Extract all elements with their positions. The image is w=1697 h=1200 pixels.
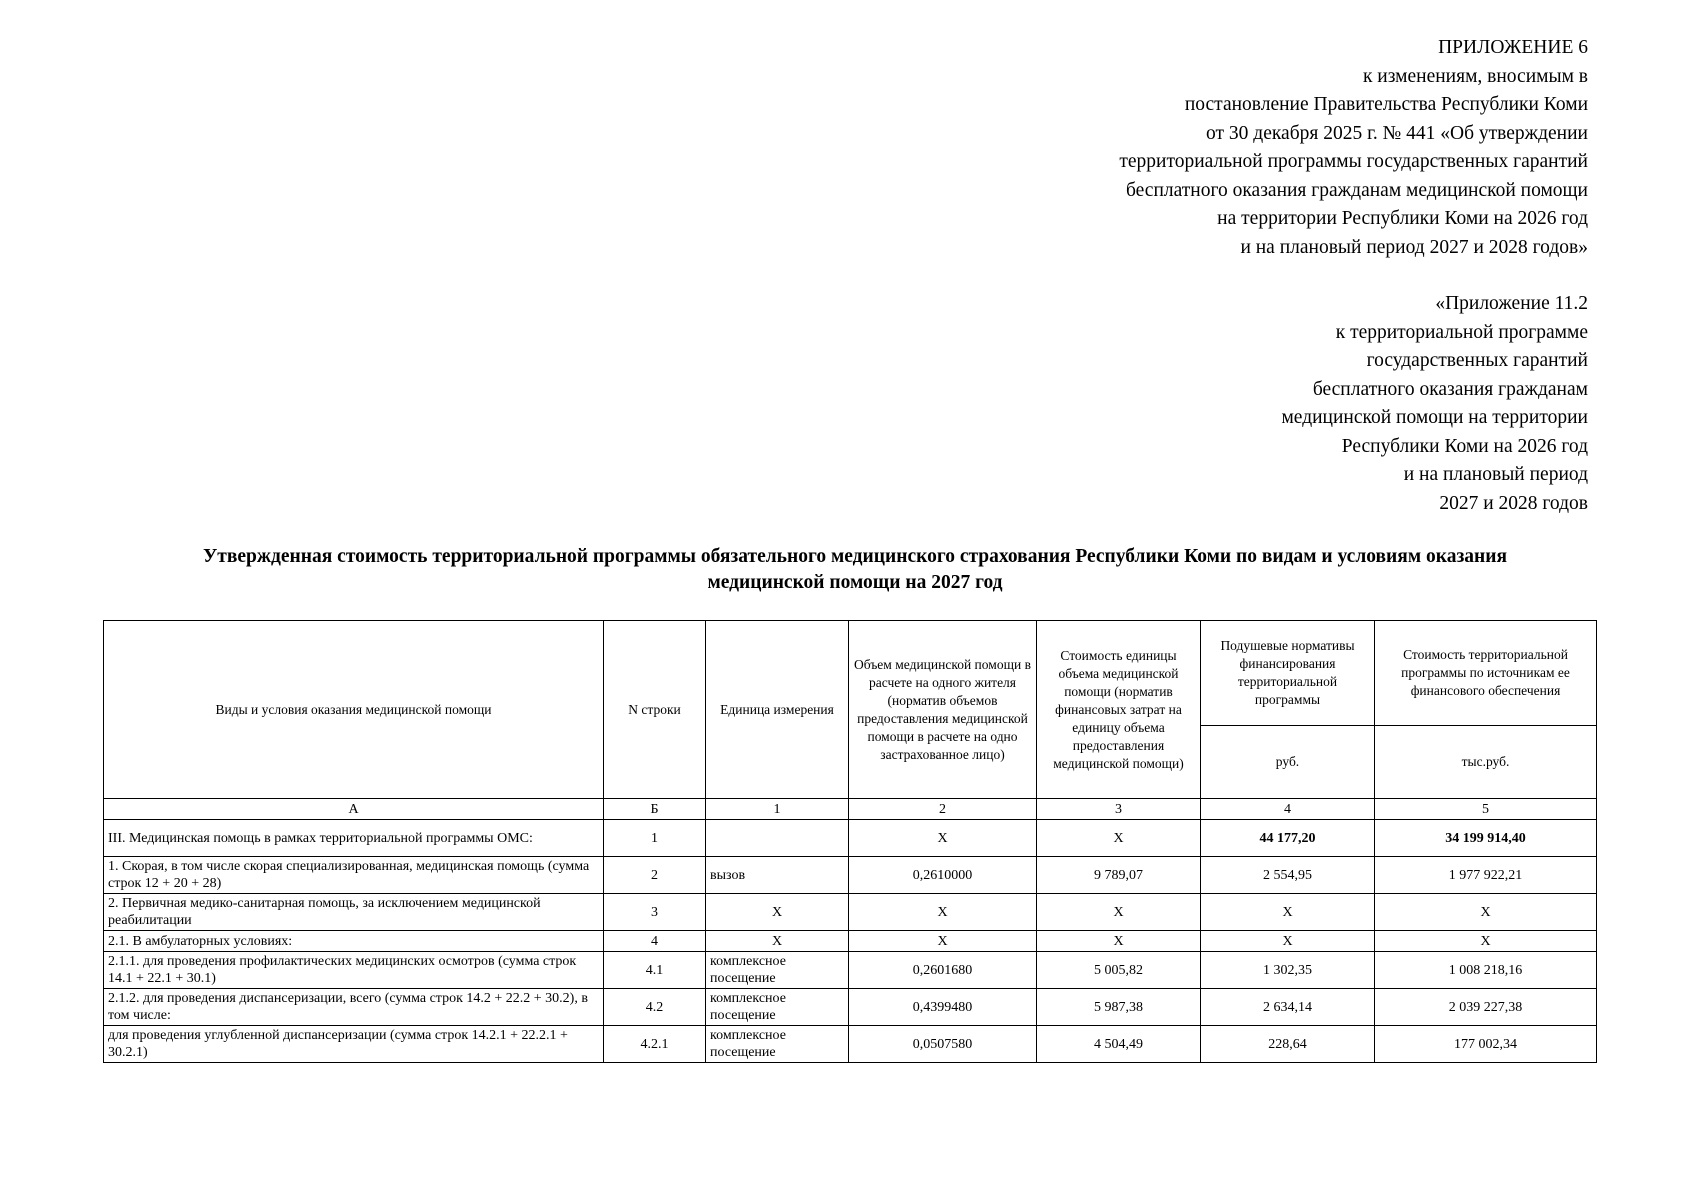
row-name: для проведения углубленной диспансеризации (сумма строк 14.2.1 + 22.2.1 + 30.2.1) <box>104 1026 604 1063</box>
row-unit: комплексное посещение <box>706 952 849 989</box>
row-total: 1 977 922,21 <box>1375 857 1597 894</box>
row-total: 2 039 227,38 <box>1375 989 1597 1026</box>
appendix-line: на территории Республики Коми на 2026 год <box>1217 208 1588 229</box>
appendix2-line: 2027 и 2028 годов <box>1439 492 1588 514</box>
index-cell: 2 <box>849 799 1037 820</box>
title-line-1: Утвержденная стоимость территориальной программы обязательного медицинского страхования Республики Коми по видам и условиям оказания <box>202 546 1508 567</box>
row-cost: Х <box>1037 894 1201 931</box>
row-number: 3 <box>604 894 706 931</box>
appendix-line: бесплатного оказания гражданам медицинской помощи <box>1126 179 1588 201</box>
row-unit: Х <box>706 931 849 952</box>
row-name: 2.1.1. для проведения профилактических медицинских осмотров (сумма строк 14.1 + 22.1 + 30.1) <box>104 952 604 989</box>
table-index-row <box>104 799 1597 820</box>
row-number: 4.1 <box>604 952 706 989</box>
row-cost: 4 504,49 <box>1037 1026 1201 1063</box>
row-volume: 0,4399480 <box>849 989 1037 1026</box>
row-per-capita: 228,64 <box>1201 1026 1375 1063</box>
header-unit: Единица измерения <box>706 621 849 799</box>
header-volume: Объем медицинской помощи в расчете на одного жителя (норматив объемов предоставления медицинской помощи в расчете на одно застрахованное лицо) <box>849 621 1037 799</box>
row-per-capita: Х <box>1201 931 1375 952</box>
table-row <box>104 857 1597 894</box>
row-cost: 5 005,82 <box>1037 952 1201 989</box>
appendix2-line: Республики Коми на 2026 год <box>1341 435 1588 457</box>
row-unit: комплексное посещение <box>706 989 849 1026</box>
header-total-cost-unit: тыс.руб. <box>1375 726 1597 799</box>
index-cell: А <box>104 799 604 820</box>
table-row <box>104 894 1597 931</box>
title-line-2: медицинской помощи на 2027 год <box>707 572 1003 593</box>
row-total: 177 002,34 <box>1375 1026 1597 1063</box>
table-row <box>104 952 1597 989</box>
row-number: 4.2.1 <box>604 1026 706 1063</box>
row-name: III. Медицинская помощь в рамках территориальной программы ОМС: <box>104 820 604 857</box>
row-number: 2 <box>604 857 706 894</box>
row-volume: Х <box>849 820 1037 857</box>
row-volume: 0,0507580 <box>849 1026 1037 1063</box>
row-volume: Х <box>849 931 1037 952</box>
document-title <box>120 544 1590 596</box>
appendix2-line: государственных гарантий <box>1366 350 1588 371</box>
appendix-line: и на плановый период 2027 и 2028 годов» <box>1240 236 1588 258</box>
appendix-11-2-header <box>1281 290 1588 518</box>
row-volume: 0,2601680 <box>849 952 1037 989</box>
header-kind: Виды и условия оказания медицинской помощи <box>104 621 604 799</box>
row-name: 2. Первичная медико-санитарная помощь, за исключением медицинской реабилитации <box>104 894 604 931</box>
table-row <box>104 820 1597 857</box>
row-per-capita: 44 177,20 <box>1201 820 1375 857</box>
appendix-header <box>1119 34 1588 262</box>
header-cost-unit: Стоимость единицы объема медицинской помощи (норматив финансовых затрат на единицу объема предоставления медицинской помощи) <box>1037 621 1201 799</box>
row-volume: 0,2610000 <box>849 857 1037 894</box>
index-cell: Б <box>604 799 706 820</box>
row-number: 4.2 <box>604 989 706 1026</box>
row-per-capita: 2 634,14 <box>1201 989 1375 1026</box>
appendix2-line: медицинской помощи на территории <box>1281 407 1588 428</box>
index-cell: 3 <box>1037 799 1201 820</box>
row-total: 1 008 218,16 <box>1375 952 1597 989</box>
header-per-capita-unit: руб. <box>1201 726 1375 799</box>
row-per-capita: 1 302,35 <box>1201 952 1375 989</box>
appendix-line: к изменениям, вносимым в <box>1362 65 1588 87</box>
row-unit: вызов <box>706 857 849 894</box>
row-total: 34 199 914,40 <box>1375 820 1597 857</box>
appendix-line: ПРИЛОЖЕНИЕ 6 <box>1438 37 1588 58</box>
row-per-capita: Х <box>1201 894 1375 931</box>
row-volume: Х <box>849 894 1037 931</box>
cost-table <box>103 620 1597 1063</box>
row-per-capita: 2 554,95 <box>1201 857 1375 894</box>
header-per-capita: Подушевые нормативы финансирования территориальной программы <box>1201 621 1375 726</box>
appendix-line: постановление Правительства Республики Коми <box>1184 94 1588 115</box>
row-unit <box>706 820 849 857</box>
table-row <box>104 989 1597 1026</box>
row-total: Х <box>1375 931 1597 952</box>
appendix2-line: бесплатного оказания гражданам <box>1312 378 1588 400</box>
row-name: 2.1.2. для проведения диспансеризации, всего (сумма строк 14.2 + 22.2 + 30.2), в том числе: <box>104 989 604 1026</box>
row-number: 1 <box>604 820 706 857</box>
index-cell: 1 <box>706 799 849 820</box>
appendix2-line: «Приложение 11.2 <box>1435 293 1588 314</box>
row-total: Х <box>1375 894 1597 931</box>
appendix2-line: и на плановый период <box>1403 464 1588 485</box>
index-cell: 4 <box>1201 799 1375 820</box>
row-unit: Х <box>706 894 849 931</box>
row-name: 1. Скорая, в том числе скорая специализированная, медицинская помощь (сумма строк 12 + 20 + 28) <box>104 857 604 894</box>
row-cost: 5 987,38 <box>1037 989 1201 1026</box>
table-row <box>104 931 1597 952</box>
row-unit: комплексное посещение <box>706 1026 849 1063</box>
row-cost: Х <box>1037 820 1201 857</box>
header-total-cost: Стоимость территориальной программы по источникам ее финансового обеспечения <box>1375 621 1597 726</box>
appendix-line: от 30 декабря 2025 г. № 441 «Об утверждении <box>1206 122 1588 144</box>
table-header-row <box>104 621 1597 726</box>
row-number: 4 <box>604 931 706 952</box>
row-name: 2.1. В амбулаторных условиях: <box>104 931 604 952</box>
appendix2-line: к территориальной программе <box>1335 321 1588 343</box>
row-cost: Х <box>1037 931 1201 952</box>
row-cost: 9 789,07 <box>1037 857 1201 894</box>
index-cell: 5 <box>1375 799 1597 820</box>
appendix-line: территориальной программы государственных гарантий <box>1119 151 1588 172</box>
header-row-no: N строки <box>604 621 706 799</box>
table-row <box>104 1026 1597 1063</box>
